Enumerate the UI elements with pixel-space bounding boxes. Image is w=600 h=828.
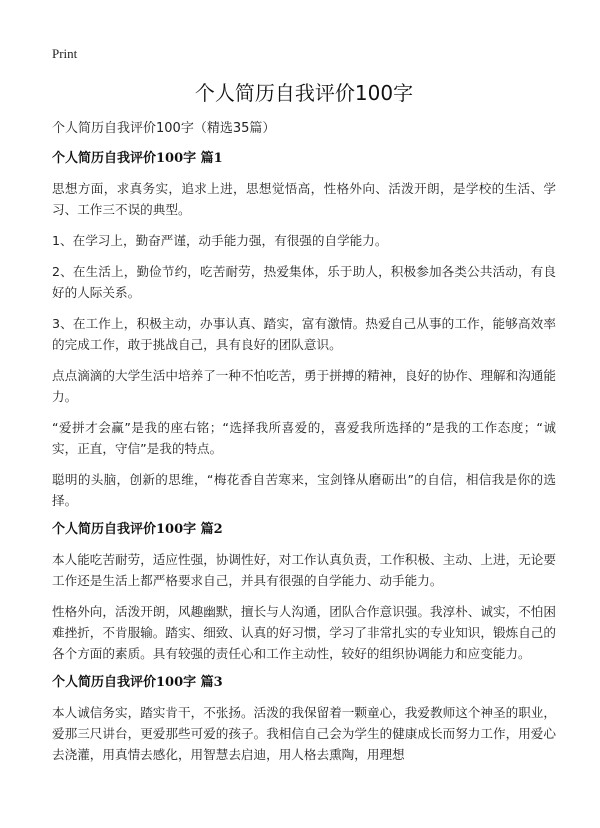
paragraph: 本人能吃苦耐劳，适应性强，协调性好，对工作认真负责，工作积极、主动、上进，无论要工作还是生活上都严格要求自己，并具有很强的自学能力、动手能力。	[52, 552, 556, 588]
section-2	[52, 521, 556, 664]
section-heading: 个人简历自我评价100字 篇2	[52, 522, 223, 537]
section-heading: 个人简历自我评价100字 篇3	[52, 675, 223, 690]
paragraph: 2、在生活上，勤俭节约，吃苦耐劳，热爱集体，乐于助人，积极参加各类公共活动，有良好的人际关系。	[52, 264, 556, 300]
paragraph: 聪明的头脑，创新的思维，“梅花香自苦寒来，宝剑锋从磨砺出”的自信，相信我是你的选择。	[52, 472, 556, 508]
section-3	[52, 674, 556, 765]
paragraph: “爱拼才会赢”是我的座右铭；“选择我所喜爱的，喜爱我所选择的”是我的工作态度；“诚实，正直，守信”是我的特点。	[52, 420, 556, 456]
paragraph: 思想方面，求真务实，追求上进，思想觉悟高，性格外向、活泼开朗，是学校的生活、学习、工作三不误的典型。	[52, 181, 556, 217]
paragraph: 3、在工作上，积极主动，办事认真、踏实，富有激情。热爱自己从事的工作，能够高效率的完成工作，敢于挑战自己，具有良好的团队意识。	[52, 316, 556, 352]
document-subtitle: 个人简历自我评价100字（精选35篇）	[52, 121, 276, 136]
section-1	[52, 150, 556, 511]
paragraph: 1、在学习上，勤奋严谨，动手能力强，有很强的自学能力。	[52, 233, 388, 248]
paragraph: 点点滴滴的大学生活中培养了一种不怕吃苦，勇于拼搏的精神，良好的协作、理解和沟通能力。	[52, 368, 556, 404]
section-heading: 个人简历自我评价100字 篇1	[52, 151, 223, 166]
paragraph: 性格外向，活泼开朗，风趣幽默，擅长与人沟通，团队合作意识强。我淳朴、诚实，不怕困难挫折，不肯服输。踏实、细致、认真的好习惯，学习了非常扎实的专业知识，锻炼自己的各个方面的素质。具有较强的责任心和工作主动性，较好的组织协调能力和应变能力。	[52, 604, 556, 661]
paragraph: 本人诚信务实，踏实肯干，不张扬。活泼的我保留着一颗童心，我爱教师这个神圣的职业，爱那三尺讲台，更爱那些可爱的孩子。我相信自己会为学生的健康成长而努力工作，用爱心去浇灌，用真情去感化，用智慧去启迪，用人格去熏陶，用理想	[52, 705, 556, 762]
print-link[interactable]: Print	[52, 46, 78, 61]
page-title: 个人简历自我评价100字	[194, 81, 414, 105]
